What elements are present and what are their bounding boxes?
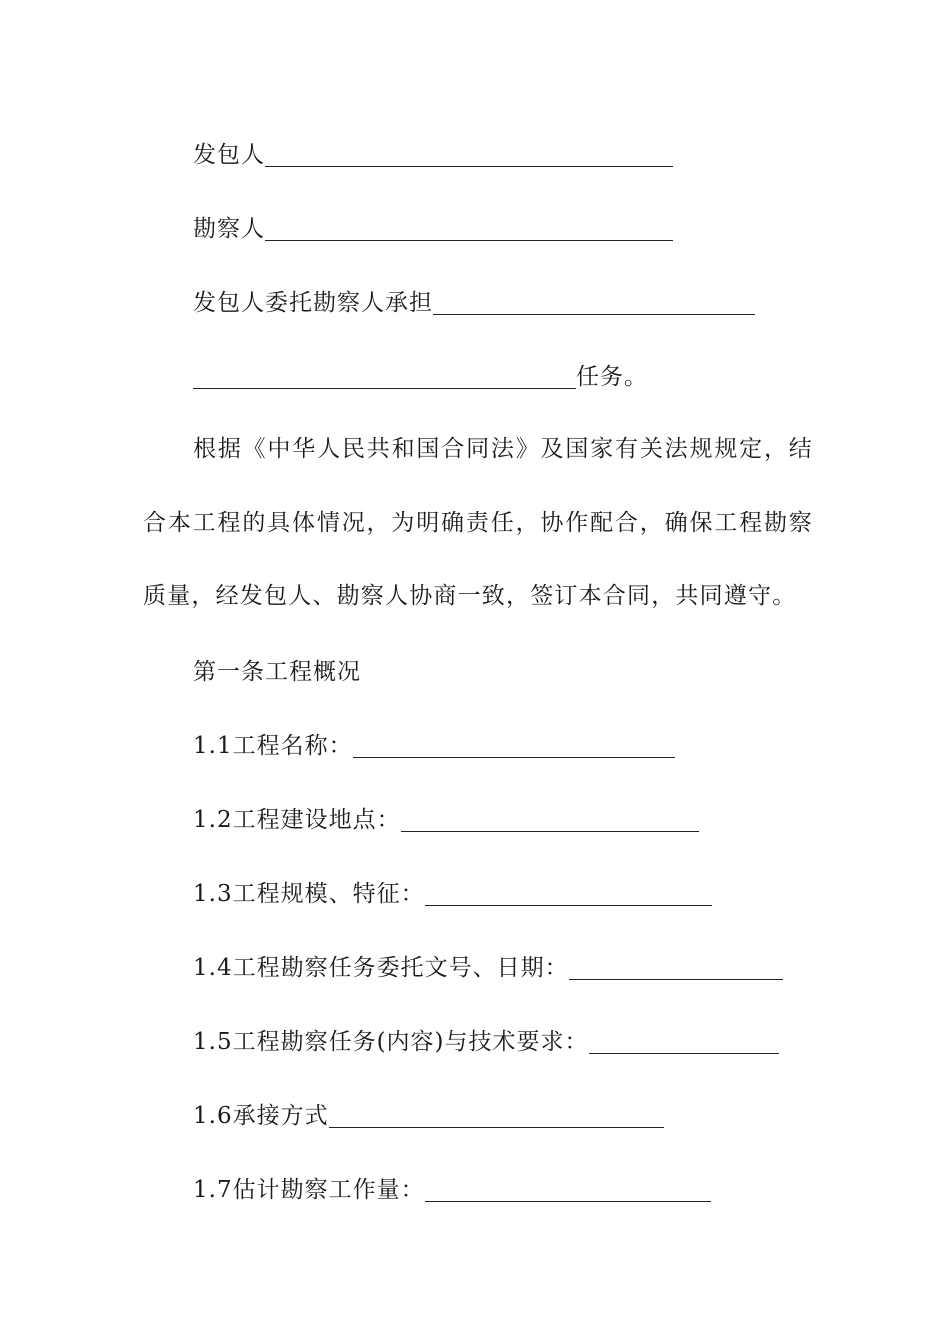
task-suffix: 任务。 xyxy=(576,364,648,390)
task-line xyxy=(193,356,648,392)
item-1-3 xyxy=(193,873,712,909)
client-blank[interactable] xyxy=(265,139,673,167)
item-blank[interactable] xyxy=(569,952,783,980)
item-blank[interactable] xyxy=(329,1100,664,1128)
item-label: 1.2工程建设地点： xyxy=(193,807,401,833)
item-1-1 xyxy=(193,725,675,761)
item-blank[interactable] xyxy=(425,878,712,906)
item-1-5 xyxy=(193,1021,779,1057)
item-label: 1.4工程勘察任务委托文号、日期： xyxy=(193,955,569,981)
item-blank[interactable] xyxy=(425,1174,711,1202)
item-label: 1.3工程规模、特征： xyxy=(193,881,425,907)
item-blank[interactable] xyxy=(401,804,699,832)
intro-paragraph: 根据《中华人民共和国合同法》及国家有关法规规定，结合本工程的具体情况，为明确责任，协作配合，确保工程勘察质量，经发包人、勘察人协商一致，签订本合同，共同遵守。 xyxy=(143,436,813,609)
item-1-7 xyxy=(193,1169,711,1205)
entrust-line xyxy=(193,282,755,318)
item-blank[interactable] xyxy=(589,1026,779,1054)
item-blank[interactable] xyxy=(353,730,675,758)
article1-title-text: 第一条工程概况 xyxy=(193,659,361,685)
surveyor-blank[interactable] xyxy=(265,213,673,241)
article1-title xyxy=(193,651,361,687)
item-label: 1.1工程名称： xyxy=(193,733,353,759)
item-1-4 xyxy=(193,947,783,983)
item-label: 1.6承接方式 xyxy=(193,1103,329,1129)
client-line xyxy=(193,134,673,170)
item-1-6 xyxy=(193,1095,664,1131)
client-label: 发包人 xyxy=(193,142,265,168)
surveyor-label: 勘察人 xyxy=(193,216,265,242)
entrust-label: 发包人委托勘察人承担 xyxy=(193,290,433,316)
entrust-blank[interactable] xyxy=(433,287,755,315)
task-blank[interactable] xyxy=(193,361,576,389)
item-label: 1.7估计勘察工作量： xyxy=(193,1177,425,1203)
item-label: 1.5工程勘察任务(内容)与技术要求： xyxy=(193,1029,589,1055)
item-1-2 xyxy=(193,799,699,835)
surveyor-line xyxy=(193,208,673,244)
